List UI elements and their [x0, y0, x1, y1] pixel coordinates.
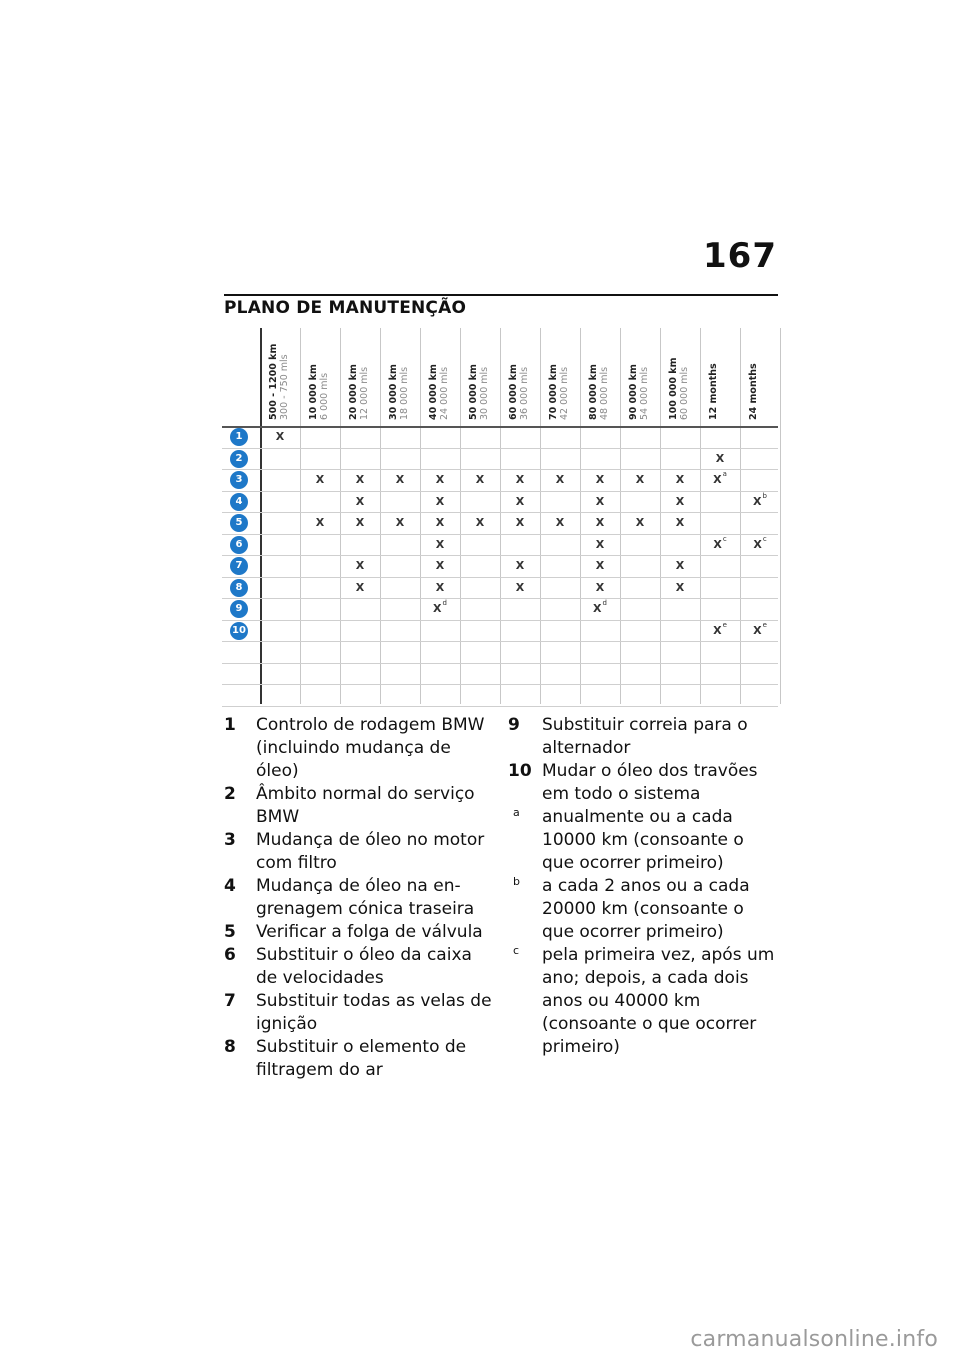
grid-hline: [222, 512, 778, 513]
maintenance-mark: Xe: [713, 620, 727, 637]
column-header-mls: 300 - 750 mls: [279, 354, 290, 420]
maintenance-mark: X: [355, 580, 365, 594]
legend-item-text: Mudança de óleo no motor com filtro: [256, 830, 485, 873]
legend-item-number: 3: [224, 830, 236, 850]
column-header-km: 50 000 km: [468, 364, 479, 420]
legend-item: [224, 990, 494, 1036]
column-header-mls: 42 000 mls: [559, 366, 570, 420]
column-header-mls: 6 000 mls: [319, 372, 330, 420]
legend-item: [224, 714, 494, 783]
row-number-badge: 5: [230, 514, 248, 532]
legend-item-number: c: [513, 944, 520, 957]
legend-item: [224, 829, 494, 875]
maintenance-mark: X: [435, 559, 445, 572]
column-header-mls: 18 000 mls: [399, 366, 410, 420]
maintenance-mark: X: [595, 494, 605, 508]
legend-item-text: Substituir o óleo da caixa de velocidades: [256, 945, 472, 988]
page-number: 167: [703, 236, 777, 276]
legend-item: [224, 875, 494, 921]
grid-hline: [222, 706, 778, 707]
grid-vline: [660, 328, 661, 704]
maintenance-mark: $X^d$: [433, 599, 447, 615]
maintenance-mark: X: [595, 580, 605, 594]
maintenance-mark: X: [595, 516, 605, 529]
grid-vline: [780, 328, 781, 704]
row-number-badge: 6: [230, 536, 248, 554]
column-header: [628, 364, 650, 420]
maintenance-mark: X: [675, 494, 685, 508]
column-header-km: 10 000 km: [308, 364, 319, 420]
footnote-marker: e: [722, 620, 727, 629]
column-header: [708, 363, 719, 420]
maintenance-mark: X: [435, 537, 445, 551]
grid-hline: [222, 684, 778, 685]
column-header-km: 20 000 km: [348, 364, 359, 420]
legend-item-text: Substituir o elemento de filtragem do ar: [256, 1037, 467, 1080]
maintenance-mark: $X^d$: [593, 599, 607, 615]
header-rule: [224, 294, 778, 296]
footnote-marker: b: [762, 491, 767, 500]
legend-item-text: Verificar a folga de válvula: [256, 922, 483, 942]
column-header-mls: 54 000 mls: [639, 366, 650, 420]
maintenance-mark: X: [475, 516, 485, 529]
legend-item-text: Âmbito normal do serviço BMW: [256, 784, 475, 827]
legend-item: [508, 714, 778, 760]
maintenance-mark: X: [355, 516, 365, 529]
legend-item: [508, 875, 778, 944]
column-header-mls: 60 000 mls: [679, 366, 690, 420]
row-number-badge: 8: [230, 579, 248, 597]
legend-item-number: 4: [224, 876, 236, 896]
maintenance-mark: X: [395, 473, 405, 486]
watermark: carmanualsonline.info: [690, 1327, 938, 1352]
maintenance-mark: X: [595, 559, 605, 572]
maintenance-mark: X: [515, 494, 525, 508]
legend-item-text: Substituir todas as velas de ignição: [256, 991, 492, 1034]
maintenance-mark: X: [355, 473, 365, 486]
footnote-marker: e: [762, 620, 767, 629]
column-header: [548, 364, 570, 420]
maintenance-mark: X: [675, 473, 685, 486]
maintenance-mark: X: [355, 559, 365, 572]
legend-item: [224, 921, 494, 944]
grid-hline: [222, 641, 778, 642]
legend-item-text: Mudar o óleo dos travões em todo o sistema: [542, 761, 758, 804]
maintenance-mark: $X^c$: [713, 534, 727, 551]
column-header: [428, 364, 450, 420]
maintenance-mark: X: [515, 473, 525, 486]
row-number-badge: 1: [230, 428, 248, 446]
legend-item-number: 10: [508, 761, 532, 781]
maintenance-mark: X: [395, 516, 405, 529]
legend-item-text: Mudança de óleo na en-grenagem cónica traseira: [256, 876, 475, 919]
column-header: [508, 364, 530, 420]
column-header-km: 90 000 km: [628, 364, 639, 420]
grid-vline: [260, 328, 262, 704]
column-header-mls: 12 000 mls: [359, 366, 370, 420]
column-header: [468, 364, 490, 420]
maintenance-mark: $X^c$: [753, 534, 767, 551]
maintenance-mark: X: [275, 430, 285, 443]
column-header: [748, 363, 759, 420]
column-header-km: 100 000 km: [668, 357, 679, 420]
grid-hline: [222, 491, 778, 492]
legend-item-number: 6: [224, 945, 236, 965]
maintenance-mark: X: [715, 451, 725, 465]
legend-item: [508, 760, 778, 806]
maintenance-mark: X: [515, 580, 525, 594]
header-divider: [222, 426, 778, 428]
column-header: [308, 364, 330, 420]
row-number-badge: 2: [230, 450, 248, 468]
legend-item-text: anualmente ou a cada 10000 km (consoante o que ocorrer primeiro): [542, 807, 744, 873]
grid-vline: [300, 328, 301, 704]
maintenance-mark: X: [555, 473, 565, 486]
maintenance-mark: X: [475, 473, 485, 486]
grid-hline: [222, 663, 778, 664]
maintenance-mark: X: [675, 559, 685, 572]
column-header-mls: 30 000 mls: [479, 366, 490, 420]
maintenance-mark: X: [675, 516, 685, 529]
column-header-km: 24 months: [748, 363, 759, 420]
maintenance-mark: Xe: [753, 620, 767, 637]
section-title: PLANO DE MANUTENÇÃO: [224, 298, 467, 318]
maintenance-mark: X: [675, 580, 685, 594]
footnote-marker: d: [602, 599, 607, 607]
maintenance-mark: X: [635, 473, 645, 486]
column-header-mls: 24 000 mls: [439, 366, 450, 420]
legend-item: [224, 1036, 494, 1082]
legend-item-text: Controlo de rodagem BMW (incluindo mudança de óleo): [256, 715, 485, 781]
grid-hline: [222, 577, 778, 578]
column-header-km: 60 000 km: [508, 364, 519, 420]
grid-vline: [620, 328, 621, 704]
column-header: [588, 364, 610, 420]
grid-vline: [420, 328, 421, 704]
footnote-marker: d: [442, 599, 447, 607]
maintenance-mark: X: [435, 473, 445, 486]
maintenance-mark: X: [435, 494, 445, 508]
row-number-badge: 10: [230, 622, 248, 640]
grid-hline: [222, 620, 778, 621]
footnote-marker: c: [762, 534, 767, 543]
column-header-km: 12 months: [708, 363, 719, 420]
column-header-km: 70 000 km: [548, 364, 559, 420]
maintenance-mark: X: [355, 494, 365, 508]
row-number-badge: 4: [230, 493, 248, 511]
maintenance-mark: X: [515, 516, 525, 529]
maintenance-mark: $X^b$: [753, 491, 767, 508]
maintenance-mark: X: [515, 559, 525, 572]
grid-vline: [700, 328, 701, 704]
maintenance-mark: X: [595, 537, 605, 551]
column-header-km: 40 000 km: [428, 364, 439, 420]
legend-item: [224, 944, 494, 990]
column-header-mls: 36 000 mls: [519, 366, 530, 420]
legend-item: [224, 783, 494, 829]
maintenance-mark: X: [435, 516, 445, 529]
legend-item-number: 1: [224, 715, 236, 735]
legend-item-text: Substituir correia para o alternador: [542, 715, 748, 758]
grid-vline: [500, 328, 501, 704]
maintenance-mark: X: [315, 473, 325, 486]
column-header: [268, 344, 290, 420]
column-header: [348, 364, 370, 420]
maintenance-mark: X: [635, 516, 645, 529]
grid-vline: [540, 328, 541, 704]
grid-hline: [222, 469, 778, 470]
maintenance-mark: $X^a$: [713, 470, 727, 486]
footnote-marker: c: [722, 534, 727, 543]
row-number-badge: 3: [230, 471, 248, 489]
legend-item: [508, 944, 778, 1059]
legend-item-text: a cada 2 anos ou a cada 20000 km (consoante o que ocorrer primeiro): [542, 876, 750, 942]
maintenance-mark: X: [435, 580, 445, 594]
legend-item-number: b: [513, 875, 520, 888]
maintenance-schedule-table: [222, 326, 778, 706]
row-number-badge: 9: [230, 600, 248, 618]
column-header-mls: 48 000 mls: [599, 366, 610, 420]
legend-right-column: [508, 714, 778, 1059]
maintenance-mark: X: [595, 473, 605, 486]
grid-hline: [222, 448, 778, 449]
column-header: [388, 364, 410, 420]
grid-vline: [340, 328, 341, 704]
grid-hline: [222, 534, 778, 535]
grid-vline: [460, 328, 461, 704]
legend-item-number: 8: [224, 1037, 236, 1057]
grid-vline: [380, 328, 381, 704]
grid-hline: [222, 555, 778, 556]
legend-item-number: 9: [508, 715, 520, 735]
column-header-km: 30 000 km: [388, 364, 399, 420]
column-header-km: 80 000 km: [588, 364, 599, 420]
legend-item-number: 7: [224, 991, 236, 1011]
column-header-km: 500 - 1200 km: [268, 343, 279, 420]
legend-item: [508, 806, 778, 875]
grid-vline: [580, 328, 581, 704]
legend-item-number: 2: [224, 784, 236, 804]
column-header: [668, 358, 690, 421]
legend-left-column: [224, 714, 494, 1082]
legend-item-number: a: [513, 806, 520, 819]
maintenance-mark: X: [555, 516, 565, 529]
grid-hline: [222, 598, 778, 599]
legend-item-number: 5: [224, 922, 236, 942]
footnote-marker: a: [722, 470, 727, 478]
grid-vline: [740, 328, 741, 704]
legend-item-text: pela primeira vez, após um ano; depois, a cada dois anos ou 40000 km (consoante o que ocorrer primeiro): [542, 945, 775, 1057]
maintenance-mark: X: [315, 516, 325, 529]
row-number-badge: 7: [230, 557, 248, 575]
